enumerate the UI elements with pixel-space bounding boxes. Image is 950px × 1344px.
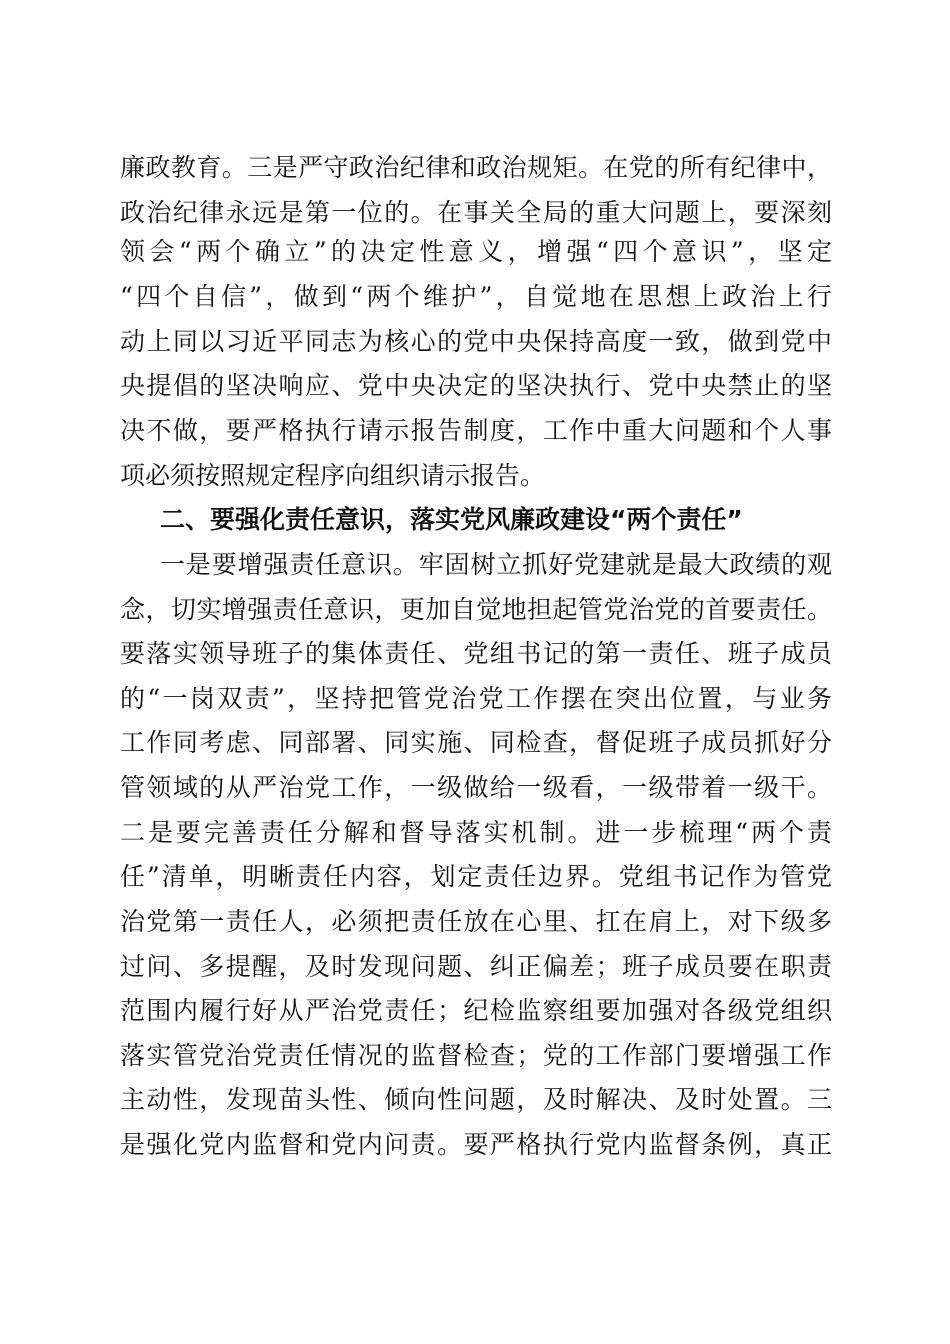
text-line: 管领域的从严治党工作，一级做给一级看，一级带着一级干。 xyxy=(120,773,832,802)
text-line: 的“一岗双责”，坚持把管党治党工作摆在突出位置，与业务 xyxy=(120,684,832,713)
text-line: 决不做，要严格执行请示报告制度，工作中重大问题和个人事 xyxy=(120,416,832,445)
text-line: 二是要完善责任分解和督导落实机制。进一步梳理“两个责 xyxy=(120,818,832,847)
text-line: 项必须按照规定程序向组织请示报告。 xyxy=(120,461,546,490)
text-line: 是强化党内监督和党内问责。要严格执行党内监督条例，真正 xyxy=(120,1130,832,1159)
text-line: 政治纪律永远是第一位的。在事关全局的重大问题上，要深刻 xyxy=(120,198,832,227)
text-line: 工作同考虑、同部署、同实施、同检查，督促班子成员抓好分 xyxy=(120,728,832,757)
text-line: 动上同以习近平同志为核心的党中央保持高度一致，做到党中 xyxy=(120,327,832,356)
text-line: 治党第一责任人，必须把责任放在心里、扛在肩上，对下级多 xyxy=(120,907,832,936)
text-line: 范围内履行好从严治党责任；纪检监察组要加强对各级党组织 xyxy=(120,996,832,1025)
text-line: 廉政教育。三是严守政治纪律和政治规矩。在党的所有纪律中， xyxy=(120,153,832,182)
text-line: 领会“两个确立”的决定性意义，增强“四个意识”，坚定 xyxy=(120,237,832,266)
text-line: 要落实领导班子的集体责任、党组书记的第一责任、班子成员 xyxy=(120,639,832,668)
text-line: 主动性，发现苗头性、倾向性问题，及时解决、及时处置。三 xyxy=(120,1085,832,1114)
paragraph-first-line: 一是要增强责任意识。牢固树立抓好党建就是最大政绩的观 xyxy=(160,550,832,579)
text-line: 过问、多提醒，及时发现问题、纠正偏差；班子成员要在职责 xyxy=(120,952,832,981)
section-heading: 二、要强化责任意识，落实党风廉政建设“两个责任” xyxy=(160,505,743,534)
text-line: 落实管党治党责任情况的监督检查；党的工作部门要增强工作 xyxy=(120,1041,832,1070)
text-line: 念，切实增强责任意识，更加自觉地担起管党治党的首要责任。 xyxy=(120,595,832,624)
text-line: “四个自信”，做到“两个维护”，自觉地在思想上政治上行 xyxy=(120,282,832,311)
text-line: 央提倡的坚决响应、党中央决定的坚决执行、党中央禁止的坚 xyxy=(120,371,832,400)
text-line: 任”清单，明晰责任内容，划定责任边界。党组书记作为管党 xyxy=(120,862,832,891)
